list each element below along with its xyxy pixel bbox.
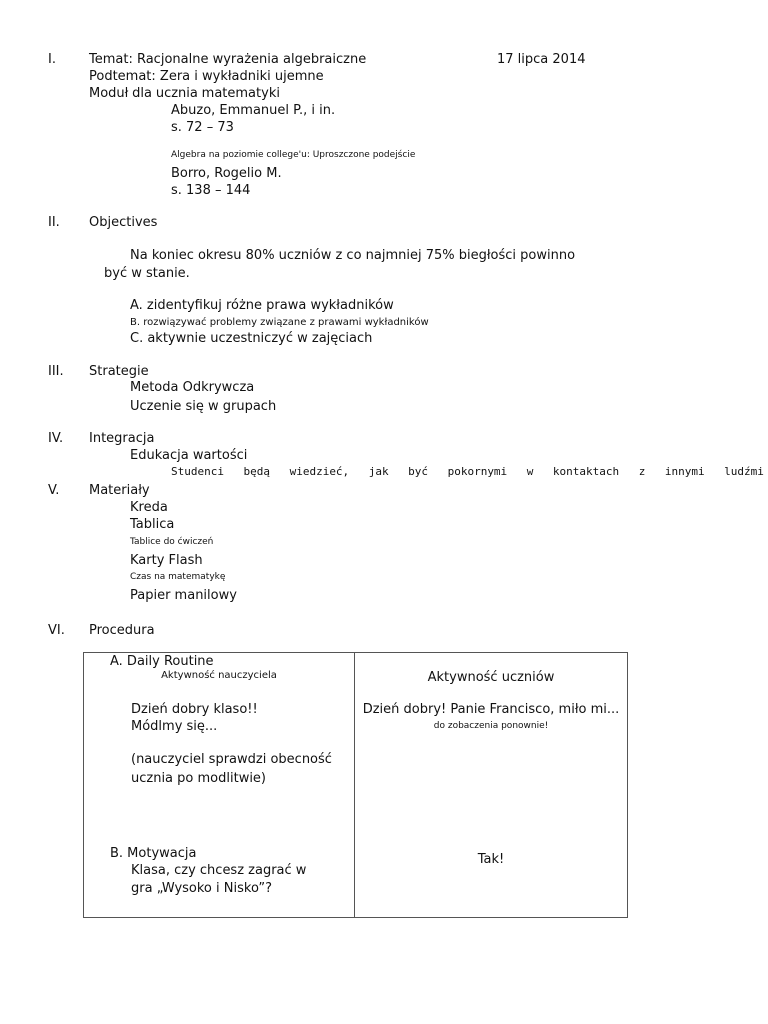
reference-2-title: Algebra na poziomie college'u: Uproszczone podejście xyxy=(171,150,416,160)
teacher-note-line-2: ucznia po modlitwie) xyxy=(131,771,267,786)
material-item xyxy=(130,554,203,567)
strategy-item xyxy=(130,400,276,413)
integration-item xyxy=(130,449,247,462)
material-item xyxy=(130,589,237,602)
material-item xyxy=(130,538,213,547)
section-vi-numeral: VI. xyxy=(48,623,65,638)
teacher-prayer: Módlmy się... xyxy=(131,719,218,734)
module-word-2: dla xyxy=(132,86,153,101)
material-label: Kreda xyxy=(130,500,168,515)
material-item xyxy=(130,518,174,531)
motivation-text-line-1: Klasa, czy chcesz zagrać w xyxy=(131,863,307,878)
integration-label: Edukacja wartości xyxy=(130,448,248,463)
values-word: jak xyxy=(368,465,389,478)
module-line xyxy=(89,87,280,100)
integration-heading: Integracja xyxy=(89,431,155,446)
material-label: Karty Flash xyxy=(130,553,203,568)
values-word: pokornymi xyxy=(447,465,508,478)
topic: Temat: Racjonalne wyrażenia algebraiczne xyxy=(89,52,367,67)
daily-routine-label: A. Daily Routine xyxy=(110,654,214,669)
objectives-heading: Objectives xyxy=(89,215,158,230)
section-ii-numeral: II. xyxy=(48,215,60,230)
objective-c: C. aktywnie uczestniczyć w zajęciach xyxy=(130,331,373,346)
section-iii-numeral: III. xyxy=(48,364,64,379)
values-word: wiedzieć, xyxy=(289,465,350,478)
material-label: Tablice do ćwiczeń xyxy=(130,537,214,547)
strategy-label: Metoda Odkrywcza xyxy=(130,380,255,395)
student-greeting: Dzień dobry! Panie Francisco, miło mi... xyxy=(362,702,620,717)
reference-1-author: Abuzo, Emmanuel P., i in. xyxy=(171,103,336,118)
subtopic: Podtemat: Zera i wykładniki ujemne xyxy=(89,69,324,84)
values-word: będą xyxy=(243,465,271,478)
objective-a: A. zidentyfikuj różne prawa wykładników xyxy=(130,298,394,313)
motivation-label: B. Motywacja xyxy=(110,846,197,861)
reference-1-pages: s. 72 – 73 xyxy=(171,120,234,135)
section-i-numeral: I. xyxy=(48,52,56,67)
student-greeting-continued: do zobaczenia ponownie! xyxy=(433,721,549,731)
values-word: ludźmi xyxy=(724,465,764,478)
student-answer: Tak! xyxy=(477,852,505,867)
section-iv-numeral: IV. xyxy=(48,431,64,446)
strategy-label: Uczenie się w grupach xyxy=(130,399,277,414)
module-word-1: Moduł xyxy=(89,86,129,101)
teacher-greeting: Dzień dobry klaso!! xyxy=(131,702,258,717)
materials-heading: Materiały xyxy=(89,483,150,498)
values-statement xyxy=(171,466,764,477)
table-column-divider xyxy=(354,653,355,917)
teacher-note-line-1: (nauczyciel sprawdzi obecność xyxy=(131,752,332,767)
values-word: być xyxy=(408,465,429,478)
material-label: Czas na matematykę xyxy=(130,572,226,582)
procedure-heading: Procedura xyxy=(89,623,155,638)
values-word: kontaktach xyxy=(552,465,620,478)
values-word: w xyxy=(526,465,534,478)
values-word: innymi xyxy=(664,465,705,478)
teacher-activity-header: Aktywność nauczyciela xyxy=(161,670,277,681)
strategies-heading: Strategie xyxy=(89,364,149,379)
material-label: Papier manilowy xyxy=(130,588,237,603)
material-label: Tablica xyxy=(130,517,175,532)
material-item xyxy=(130,501,168,514)
module-word-3: ucznia xyxy=(155,86,198,101)
reference-2-pages: s. 138 – 144 xyxy=(171,183,251,198)
objectives-intro-line-1: Na koniec okresu 80% uczniów z co najmniej 75% biegłości powinno xyxy=(130,248,576,263)
material-item xyxy=(130,573,225,582)
reference-2-author: Borro, Rogelio M. xyxy=(171,166,282,181)
values-word: Studenci xyxy=(171,465,224,478)
motivation-text-line-2: gra „Wysoko i Nisko”? xyxy=(131,881,273,896)
section-v-numeral: V. xyxy=(48,483,60,498)
objectives-intro-line-2: być w stanie. xyxy=(104,266,190,281)
procedure-table xyxy=(83,652,628,918)
module-word-4: matematyki xyxy=(201,86,280,101)
values-word: z xyxy=(638,465,646,478)
strategy-item xyxy=(130,381,254,394)
objective-b: B. rozwiązywać problemy związane z prawami wykładników xyxy=(130,317,429,328)
student-activity-header: Aktywność uczniów xyxy=(427,670,555,685)
lesson-date: 17 lipca 2014 xyxy=(497,52,586,67)
